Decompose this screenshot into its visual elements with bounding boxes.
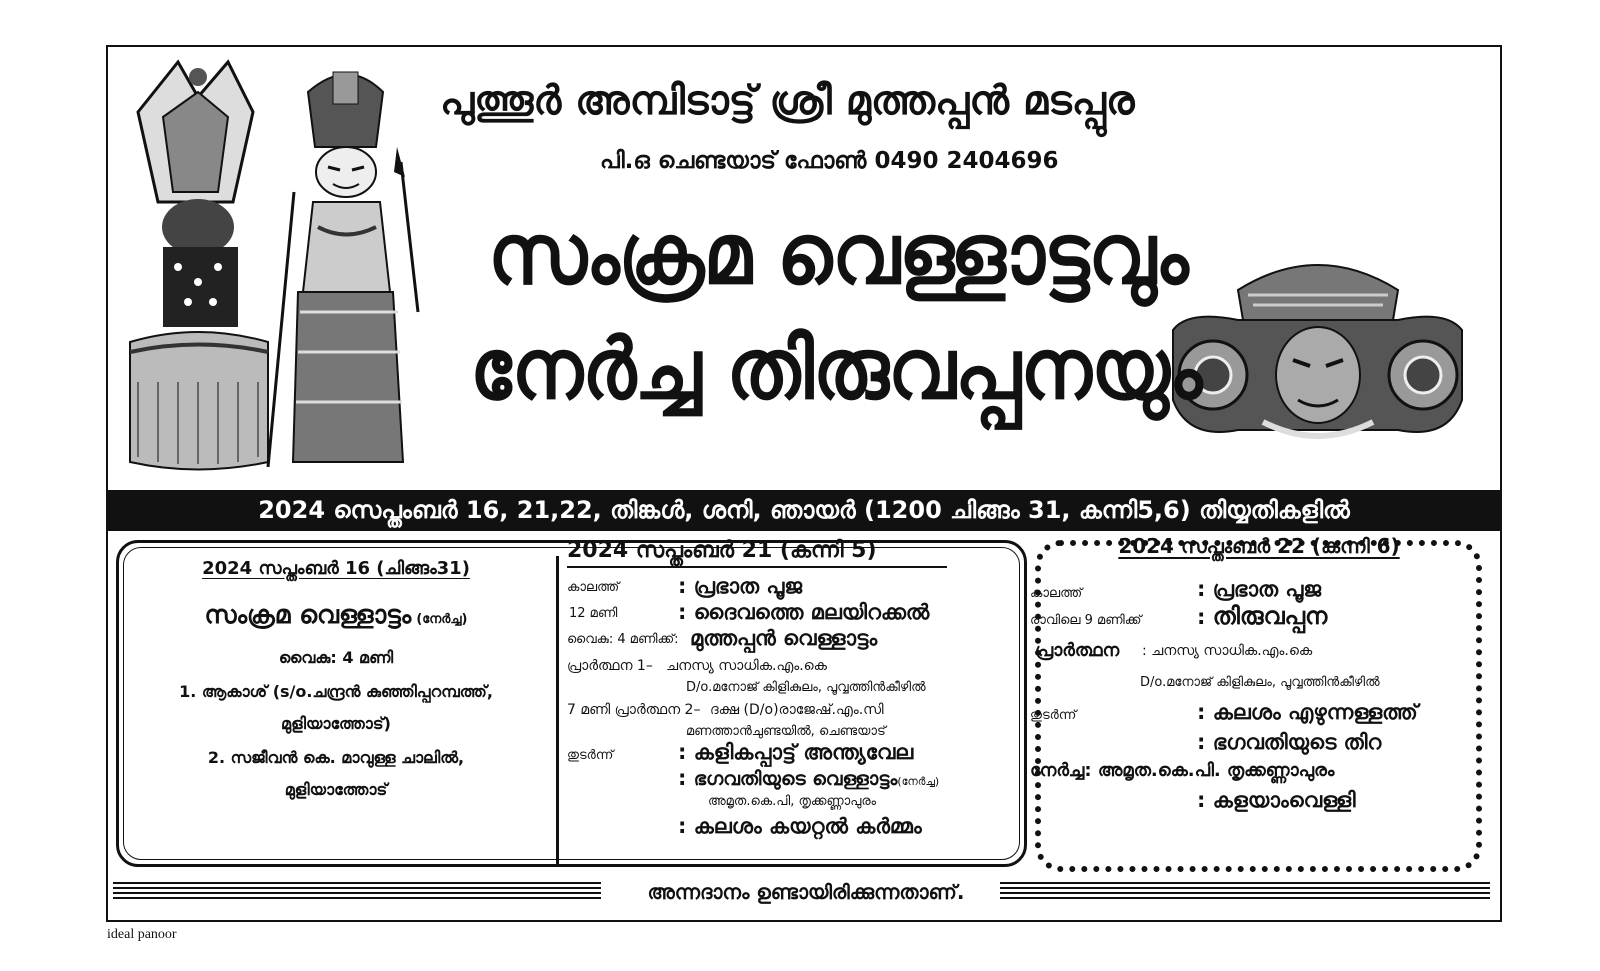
day2-r3-value: മുത്തപ്പൻ വെള്ളാട്ടം	[690, 626, 878, 650]
day3-r1-value: : പ്രഭാത പൂജ	[1197, 577, 1321, 601]
day3-r2-label: രാവിലെ 9 മണിക്ക്	[1030, 613, 1142, 628]
address-phone: പി.ഒ ചെണ്ടയാട് ഫോൺ 0490 2404696	[600, 148, 1059, 174]
day3-r3-value: : ചനസ്യ സാധിക.എം.കെ	[1142, 643, 1313, 659]
day1-sponsor2-line1: 2. സജീവൻ കെ. മാവുള്ള ചാലിൽ,	[207, 748, 465, 767]
day2-r2-label: 12 മണി	[569, 606, 618, 621]
column-divider	[556, 556, 559, 864]
day3-r7-value: : കളയാംവെള്ളി	[1197, 788, 1356, 812]
day3-r7-text: കളയാംവെള്ളി	[1212, 788, 1356, 812]
day3-r2-value: : തിരുവപ്പന	[1197, 602, 1328, 630]
theyyam-figures-illustration	[118, 52, 428, 472]
footer-rule-right	[1000, 882, 1490, 902]
day2-r5-sub: മണത്താൻചുണ്ടയിൽ, ചെണ്ടയാട്	[686, 724, 886, 739]
theyyam-mask-illustration	[1168, 250, 1466, 450]
day2-r4-label: പ്രാർത്ഥന 1–	[567, 658, 653, 674]
day3-r4-value: : കലശം എഴുന്നള്ളത്ത്	[1197, 700, 1418, 724]
day2-r6-label: തുടർന്ന്	[567, 748, 614, 763]
day2-r3-label: വൈകു: 4 മണിക്ക്:	[567, 632, 679, 647]
day1-event	[130, 600, 542, 630]
day2-r4-value: ചനസ്യ സാധിക.എം.കെ	[666, 658, 828, 674]
day1-time: വൈകു: 4 മണി	[278, 648, 394, 667]
day1-sponsor1-line2: മുളിയാത്തോട്)	[281, 714, 391, 733]
day2-r1-label: കാലത്ത്	[567, 580, 620, 595]
footer-rule-left	[113, 882, 601, 902]
day2-r8-value: : കലശം കയറ്റൽ കർമ്മം	[678, 814, 922, 838]
day3-r3-sub: D/o.മനോജ് കിളികുലം, പൂവ്വത്തിൻകീഴിൽ	[1140, 675, 1380, 690]
temple-title: പുത്തൂർ അമ്പിടാട്ട് ശ്രീ മുത്തപ്പൻ മടപ്പുര	[440, 78, 1135, 124]
festival-dates-bar: 2024 സെപ്തംബർ 16, 21,22, തിങ്കൾ, ശനി, ഞായർ (1200 ചിങ്ങം 31, കന്നി5,6) തിയ്യതികളിൽ	[106, 490, 1502, 531]
day2-r2-value: : ദൈവത്തെ മലയിറക്കൽ	[678, 600, 930, 624]
day3-r5-text: ഭഗവതിയുടെ തിറ	[1212, 730, 1382, 754]
day2-heading: 2024 സപ്തംബർ 21 (കന്നി 5)	[567, 538, 877, 563]
day3-r6	[1030, 760, 1334, 781]
day2-r1-value: : പ്രഭാത പൂജ	[678, 574, 802, 598]
day2-r6-value: : കളികപ്പാട്ട് അന്ത്യവേല	[678, 740, 914, 764]
day1-sponsor1-line1: 1. ആകാശ് (s/o.ചന്ദ്രൻ കുഞ്ഞിപ്പറമ്പത്ത്,	[179, 682, 493, 701]
day2-r5-value: ദക്ഷ (D/o)രാജേഷ്.എം.സി	[710, 702, 884, 718]
day1-heading: 2024 സപ്തംബർ 16 (ചിങ്ങം31)	[202, 558, 470, 579]
day3-r6-label: നേർച്ച:	[1030, 760, 1092, 781]
designer-credit: ideal panoor	[107, 927, 177, 942]
day3-r6-text: അമൃത.കെ.പി. തൃക്കണ്ണാപുരം	[1097, 760, 1335, 781]
day3-r5-value: : ഭഗവതിയുടെ തിറ	[1197, 730, 1382, 754]
day1-sponsor2-line2: മുളിയാത്തോട്	[284, 780, 388, 799]
day3-r2-text: തിരുവപ്പന	[1212, 602, 1328, 630]
day3-r3-label: പ്രാർത്ഥന	[1035, 640, 1120, 661]
day2-r8-text: കലശം കയറ്റൽ കർമ്മം	[693, 814, 922, 838]
day2-r4-sub: D/o.മനോജ് കിളികുലം, പൂവ്വത്തിൻകീഴിൽ	[686, 680, 926, 695]
day3-r3-text: ചനസ്യ സാധിക.എം.കെ	[1151, 643, 1313, 659]
day3-heading: 2024 സപ്തംബർ 22 (കന്നി 6)	[1118, 534, 1400, 558]
headline-line-2: നേർച്ച തിരുവപ്പനയും	[470, 320, 1202, 418]
day3-r1-text: പ്രഭാത പൂജ	[1212, 577, 1321, 601]
annadanam-notice: അന്നദാനം ഉണ്ടായിരിക്കുന്നതാണ്.	[647, 880, 965, 904]
day2-r7-value: : ഭഗവതിയുടെ വെള്ളാട്ടം(നേർച്ച)	[678, 766, 940, 790]
day2-heading-rule	[567, 566, 947, 568]
day1-event-note: (നേർച്ച)	[416, 612, 468, 627]
day3-r4-text: കലശം എഴുന്നള്ളത്ത്	[1212, 700, 1418, 724]
day1-event-name: സംക്രമ വെള്ളാട്ടം	[204, 600, 412, 629]
day2-r7-sub: അമൃത.കെ.പി, തൃക്കണ്ണാപുരം	[708, 794, 877, 809]
day2-r1-text: പ്രഭാത പൂജ	[693, 574, 802, 598]
day2-r2-text: ദൈവത്തെ മലയിറക്കൽ	[693, 600, 930, 624]
day2-r6-text: കളികപ്പാട്ട് അന്ത്യവേല	[693, 740, 914, 764]
day3-r4-label: തുടർന്ന്	[1030, 708, 1077, 723]
day3-r1-label: കാലത്ത്	[1030, 586, 1083, 601]
day2-r7-text: ഭഗവതിയുടെ വെള്ളാട്ടം	[693, 768, 898, 790]
day2-r5-label: 7 മണി പ്രാർത്ഥന 2–	[567, 702, 701, 718]
headline-line-1: സംക്രമ വെള്ളാട്ടവും	[488, 205, 1188, 303]
day2-r7-note: (നേർച്ച)	[897, 775, 940, 788]
